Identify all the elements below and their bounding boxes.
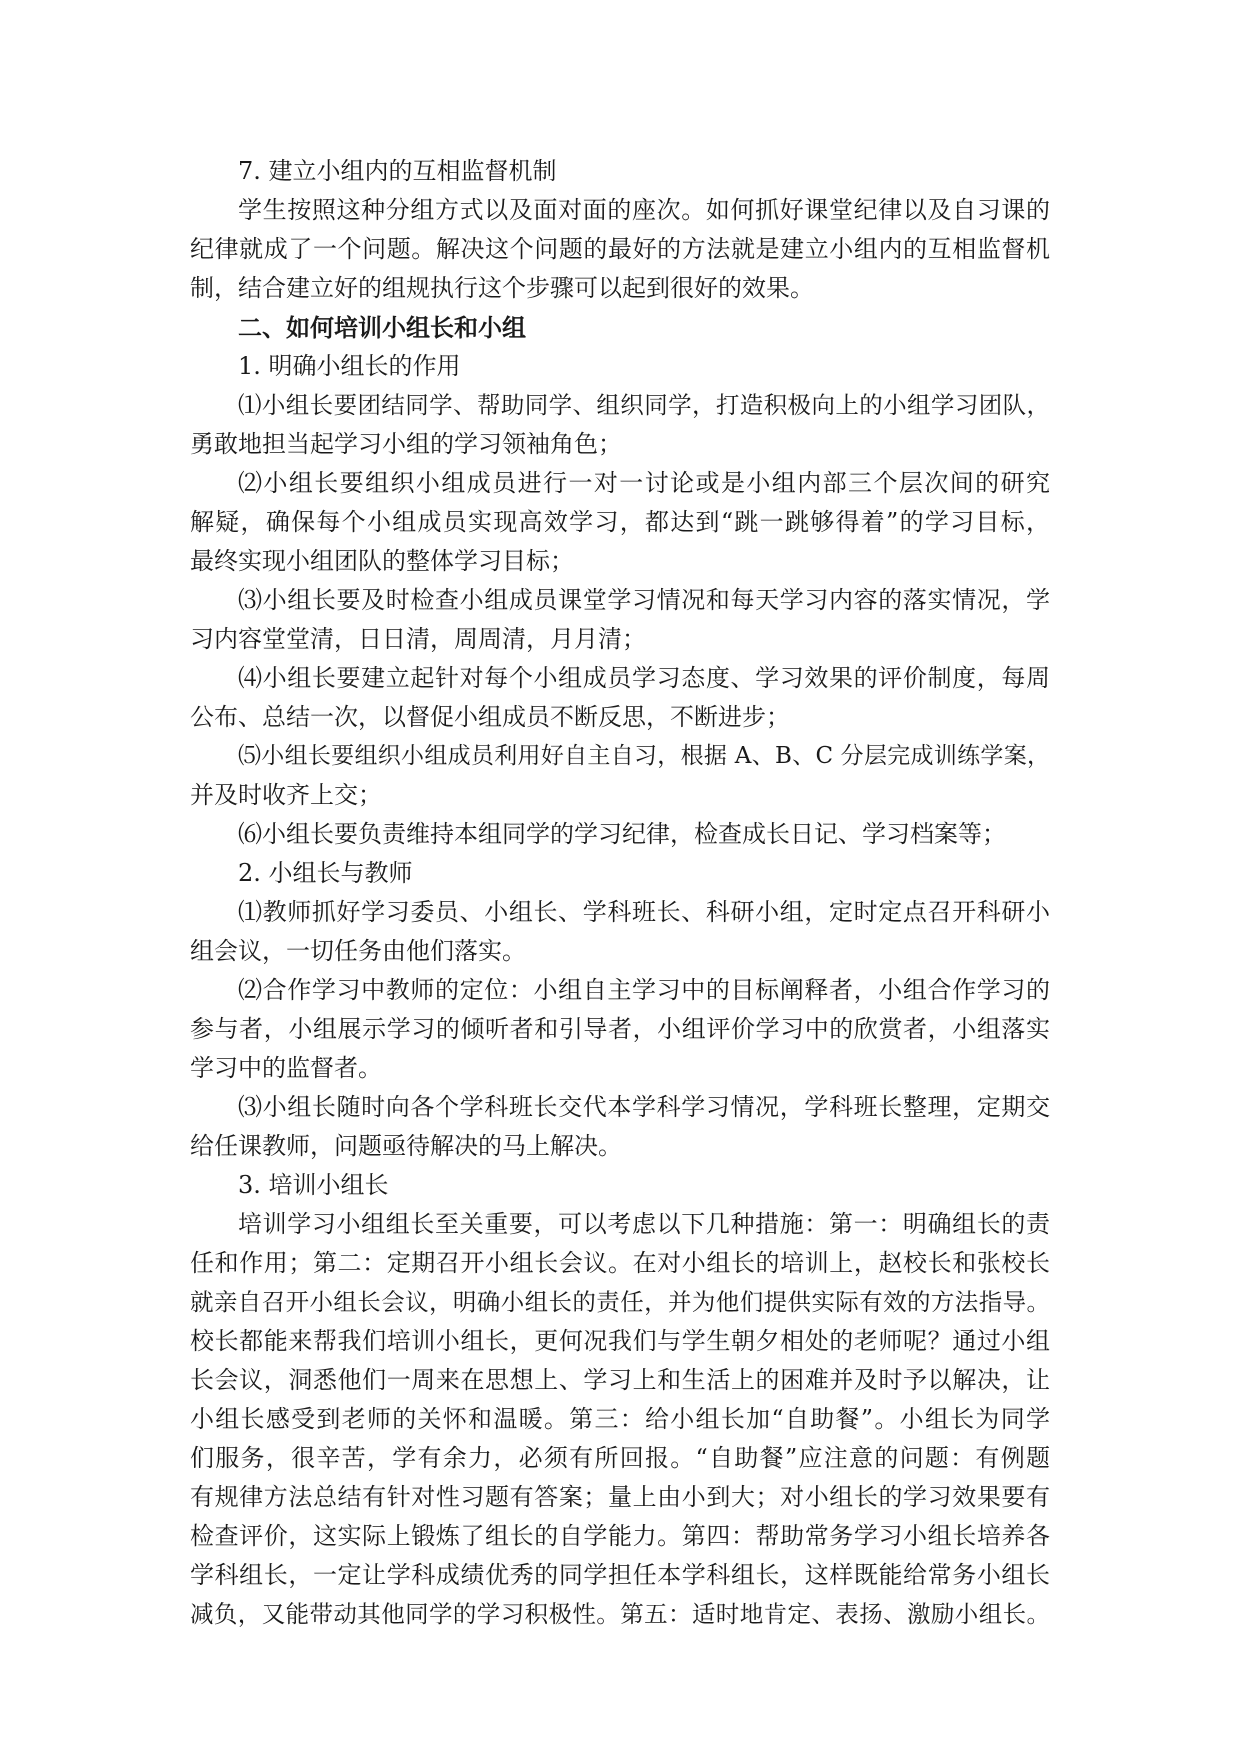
- document-body: [190, 152, 1050, 1634]
- text-line: 学习中的监督者。: [190, 1054, 382, 1082]
- section-heading: 二、如何培训小组长和小组: [238, 313, 526, 342]
- text-line: ⑶小组长随时向各个学科班长交代本学科学习情况，学科班长整理，定期交: [238, 1093, 1050, 1121]
- text-line: 7. 建立小组内的互相监督机制: [238, 157, 557, 185]
- text-line: 有规律方法总结有针对性习题有答案；量上由小到大；对小组长的学习效果要有: [190, 1483, 1050, 1511]
- text-line: 1. 明确小组长的作用: [238, 352, 461, 380]
- text-line: 组会议，一切任务由他们落实。: [190, 937, 526, 965]
- text-line: 任和作用；第二：定期召开小组长会议。在对小组长的培训上，赵校长和张校长: [190, 1249, 1050, 1277]
- text-line: 们服务，很辛苦，学有余力，必须有所回报。“自助餐”应注意的问题：有例题: [190, 1444, 1050, 1472]
- text-line: 长会议，洞悉他们一周来在思想上、学习上和生活上的困难并及时予以解决，让: [190, 1366, 1050, 1394]
- text-line: 学科组长，一定让学科成绩优秀的同学担任本学科组长，这样既能给常务小组长: [190, 1561, 1050, 1589]
- text-line: 解疑，确保每个小组成员实现高效学习，都达到“跳一跳够得着”的学习目标，: [190, 508, 1050, 536]
- text-line: 就亲自召开小组长会议，明确小组长的责任，并为他们提供实际有效的方法指导。: [190, 1288, 1050, 1316]
- text-line: ⑶小组长要及时检查小组成员课堂学习情况和每天学习内容的落实情况，学: [238, 586, 1050, 614]
- text-line: 制，结合建立好的组规执行这个步骤可以起到很好的效果。: [190, 274, 814, 302]
- text-line: 学生按照这种分组方式以及面对面的座次。如何抓好课堂纪律以及自习课的: [238, 196, 1050, 224]
- text-line: ⑴小组长要团结同学、帮助同学、组织同学，打造积极向上的小组学习团队，: [238, 391, 1050, 419]
- text-line: 并及时收齐上交；: [190, 781, 382, 809]
- text-line: 培训学习小组组长至关重要，可以考虑以下几种措施：第一：明确组长的责: [238, 1210, 1050, 1238]
- text-line: 检查评价，这实际上锻炼了组长的自学能力。第四：帮助常务学习小组长培养各: [190, 1522, 1050, 1550]
- text-line: ⑹小组长要负责维持本组同学的学习纪律，检查成长日记、学习档案等；: [238, 820, 1006, 848]
- text-line: ⑸小组长要组织小组成员利用好自主自习，根据 A、B、C 分层完成训练学案，: [238, 743, 1050, 769]
- text-line: 纪律就成了一个问题。解决这个问题的最好的方法就是建立小组内的互相监督机: [190, 235, 1050, 263]
- text-line: 减负，又能带动其他同学的学习积极性。第五：适时地肯定、表扬、激励小组长。: [190, 1600, 1050, 1628]
- text-line: ⑴教师抓好学习委员、小组长、学科班长、科研小组，定时定点召开科研小: [238, 898, 1050, 926]
- text-line: ⑵合作学习中教师的定位：小组自主学习中的目标阐释者，小组合作学习的: [238, 976, 1050, 1004]
- text-line: 校长都能来帮我们培训小组长，更何况我们与学生朝夕相处的老师呢？通过小组: [190, 1327, 1050, 1355]
- text-line: ⑵小组长要组织小组成员进行一对一讨论或是小组内部三个层次间的研究: [238, 469, 1050, 497]
- text-line: 小组长感受到老师的关怀和温暖。第三：给小组长加“自助餐”。小组长为同学: [190, 1405, 1050, 1433]
- text-line: 3. 培训小组长: [238, 1171, 389, 1199]
- text-line: 给任课教师，问题亟待解决的马上解决。: [190, 1132, 622, 1160]
- text-line: 最终实现小组团队的整体学习目标；: [190, 547, 574, 575]
- text-line: ⑷小组长要建立起针对每个小组成员学习态度、学习效果的评价制度，每周: [238, 664, 1050, 692]
- text-line: 勇敢地担当起学习小组的学习领袖角色；: [190, 430, 622, 458]
- text-line: 参与者，小组展示学习的倾听者和引导者，小组评价学习中的欣赏者，小组落实: [190, 1015, 1050, 1043]
- text-line: 2. 小组长与教师: [238, 859, 413, 887]
- text-line: 习内容堂堂清，日日清，周周清，月月清；: [190, 625, 646, 653]
- text-line: 公布、总结一次，以督促小组成员不断反思，不断进步；: [190, 703, 790, 731]
